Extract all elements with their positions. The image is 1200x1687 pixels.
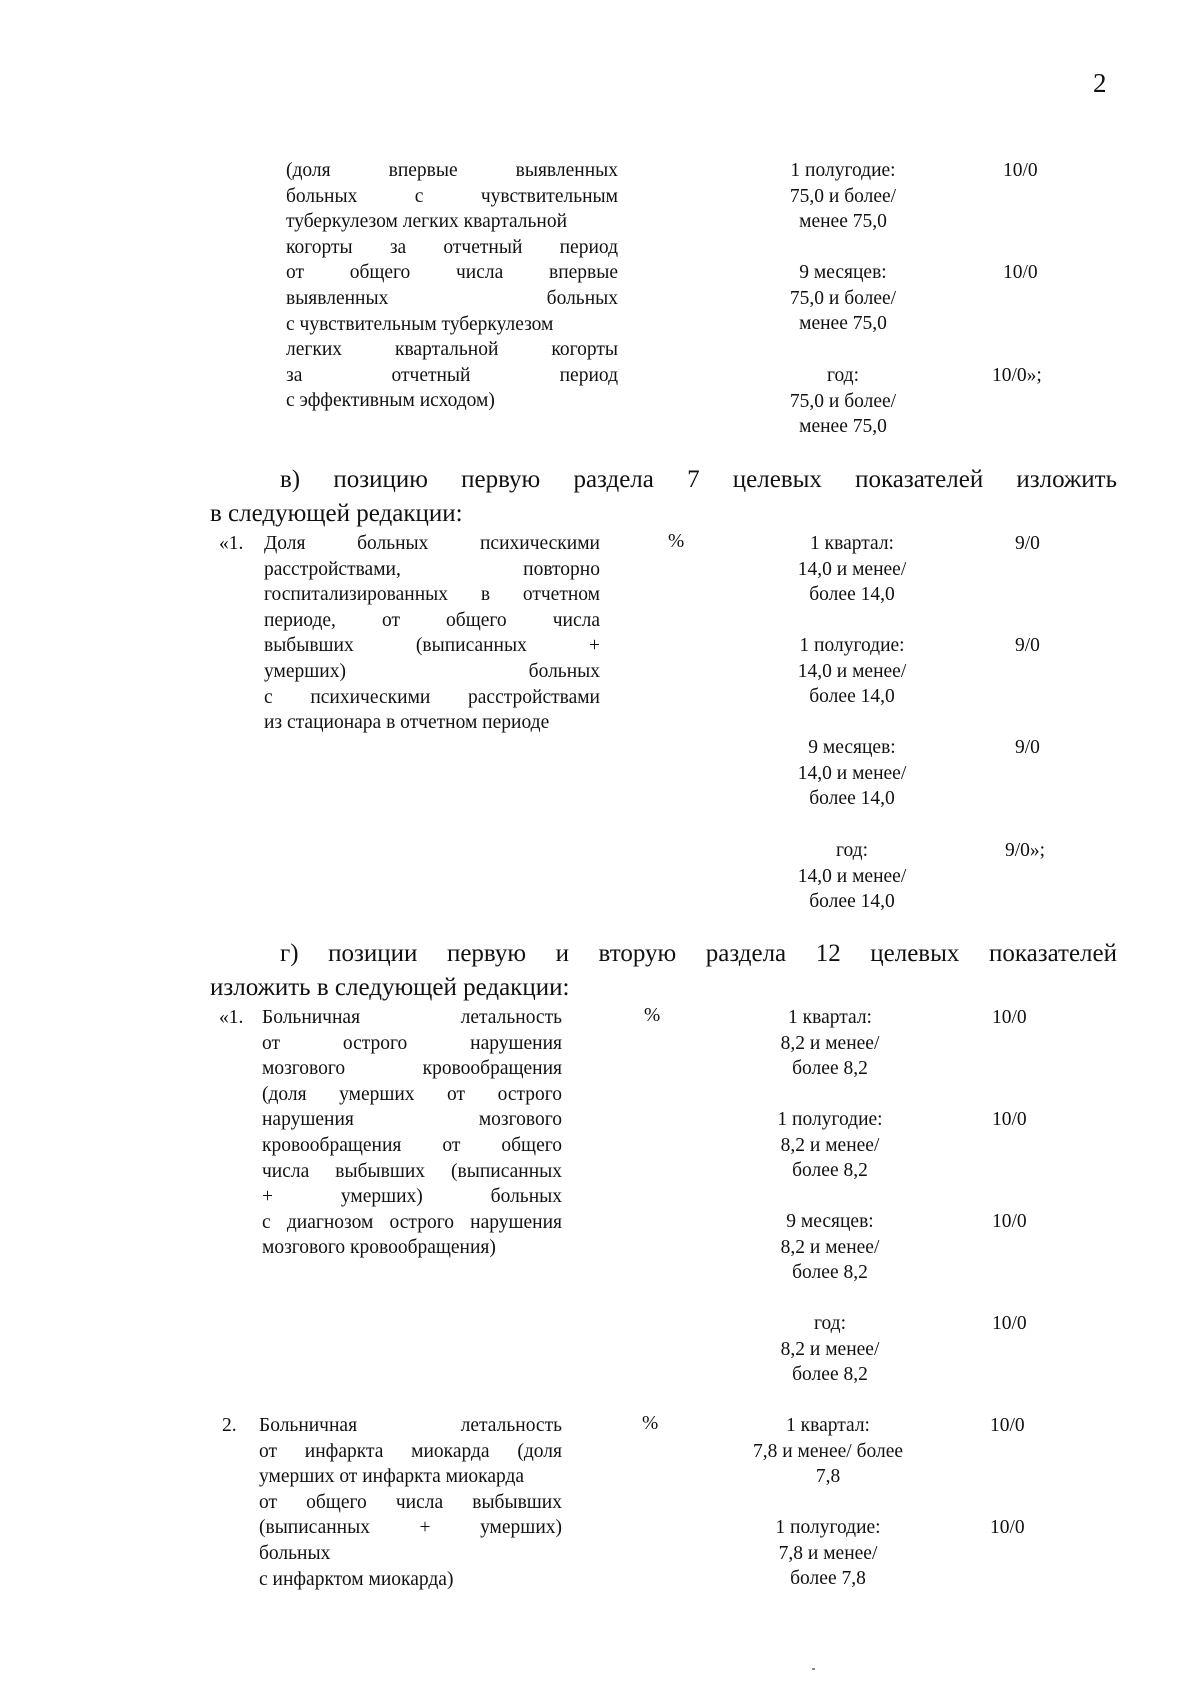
score: 10/0: [992, 1211, 1027, 1232]
description-line: (выписанных + умерших): [259, 1517, 562, 1539]
description-line: от инфаркта миокарда (доля: [259, 1440, 562, 1462]
heading-line: изложить в следующей редакции:: [210, 974, 570, 1001]
description-line: умерших от инфаркта миокарда: [259, 1466, 525, 1488]
description-line: госпитализированных в отчетном: [264, 584, 600, 606]
target-value: [737, 735, 967, 812]
period-label: 1 квартал:: [786, 1415, 870, 1436]
period-label: 9 месяцев:: [786, 1211, 874, 1232]
threshold-line: 75,0 и более/: [789, 185, 897, 207]
score: 10/0: [1003, 262, 1038, 283]
description-line: от общего числа впервые: [286, 262, 618, 284]
description-line: легких квартальной когорты: [286, 339, 618, 361]
period-label: год:: [835, 840, 869, 861]
period-label: 1 полугодие:: [799, 635, 905, 656]
target-value: [713, 1413, 943, 1490]
threshold-line: 7,8 и менее/ более: [752, 1440, 904, 1462]
unit: %: [642, 1413, 659, 1434]
target-value: [737, 531, 967, 608]
target-value: [715, 1209, 945, 1286]
threshold-line: более 8,2: [792, 1364, 868, 1386]
description-line: расстройствами, повторно: [264, 558, 600, 580]
description-line: Больничная летальность: [262, 1007, 562, 1028]
period-label: год:: [826, 365, 860, 386]
description-line: с инфарктом миокарда): [259, 1568, 454, 1590]
threshold-line: более 14,0: [809, 686, 895, 708]
score: 9/0: [1015, 533, 1040, 554]
description-line: периоде, от общего числа: [264, 609, 600, 631]
threshold-line: 75,0 и более/: [789, 287, 897, 309]
description-line: + умерших) больных: [262, 1186, 562, 1208]
score: 10/0: [992, 1109, 1027, 1130]
description-line: с диагнозом острого нарушения: [262, 1211, 562, 1233]
period-label: 9 месяцев:: [808, 737, 896, 758]
item-number: «1.: [219, 1007, 244, 1028]
threshold-line: более 7,8: [790, 1568, 866, 1590]
period-label: 1 полугодие:: [775, 1517, 881, 1538]
threshold-line: 14,0 и менее/: [797, 762, 907, 784]
period-label: 1 квартал:: [788, 1007, 872, 1028]
target-value: [728, 363, 958, 440]
unit: %: [668, 531, 685, 552]
score: 10/0: [992, 1313, 1027, 1334]
threshold-line: 8,2 и менее/: [780, 1032, 880, 1054]
threshold-line: 8,2 и менее/: [780, 1338, 880, 1360]
description-line: с чувствительным туберкулезом: [286, 313, 554, 335]
period-label: 1 квартал:: [810, 533, 894, 554]
description-line: с эффективным исходом): [286, 390, 495, 412]
description-line: когорты за отчетный период: [286, 236, 618, 258]
threshold-line: более 14,0: [809, 788, 895, 810]
description-line: мозгового кровообращения: [262, 1058, 562, 1080]
target-value: [713, 1515, 943, 1592]
section-heading: [210, 463, 1117, 531]
threshold-line: менее 75,0: [799, 211, 887, 233]
description-line: числа выбывших (выписанных: [262, 1160, 562, 1182]
description-line: (доля умерших от острого: [262, 1083, 562, 1105]
score: 10/0: [990, 1517, 1025, 1538]
item-number: «1.: [219, 533, 244, 554]
indicator-description: [286, 158, 618, 414]
description-line: выявленных больных: [286, 287, 618, 309]
description-line: с психическими расстройствами: [264, 686, 600, 708]
threshold-line: 8,2 и менее/: [780, 1134, 880, 1156]
description-line: за отчетный период: [286, 364, 618, 386]
description-line: из стационара в отчетном периоде: [264, 712, 550, 734]
heading-line: в следующей редакции:: [210, 500, 463, 527]
target-value: [715, 1107, 945, 1184]
threshold-line: 8,2 и менее/: [780, 1236, 880, 1258]
target-value: [728, 158, 958, 235]
threshold-line: более 8,2: [792, 1262, 868, 1284]
target-value: [737, 633, 967, 710]
description-line: от острого нарушения: [262, 1032, 562, 1054]
threshold-line: более 8,2: [792, 1058, 868, 1080]
item-number: 2.: [222, 1415, 237, 1436]
period-label: 1 полугодие:: [777, 1109, 883, 1130]
section-heading: [210, 937, 1117, 1005]
threshold-line: 7,8 и менее/: [778, 1542, 878, 1564]
score: 10/0: [1003, 160, 1038, 181]
threshold-line: менее 75,0: [799, 416, 887, 438]
target-value: [715, 1005, 945, 1082]
description-line: от общего числа выбывших: [259, 1491, 562, 1513]
page-number: 2: [1093, 68, 1107, 98]
description-line: выбывших (выписанных +: [264, 635, 600, 657]
score: 9/0»;: [1005, 840, 1046, 861]
score: 10/0: [990, 1415, 1025, 1436]
score: 10/0»;: [992, 365, 1042, 386]
target-value: [737, 838, 967, 915]
description-line: кровообращения от общего: [262, 1134, 562, 1156]
heading-line: г) позиции первую и вторую раздела 12 целевых показателей: [280, 940, 1117, 967]
description-line: умерших) больных: [264, 660, 600, 682]
description-line: (доля впервые выявленных: [286, 160, 618, 181]
indicator-description: [262, 1005, 562, 1261]
threshold-line: более 14,0: [809, 584, 895, 606]
scan-speck: [812, 1668, 815, 1670]
threshold-line: 14,0 и менее/: [797, 558, 907, 580]
score: 9/0: [1015, 737, 1040, 758]
unit: %: [644, 1005, 661, 1026]
indicator-description: [264, 531, 600, 736]
threshold-line: 7,8: [815, 1466, 841, 1488]
threshold-line: 75,0 и более/: [789, 390, 897, 412]
period-label: 1 полугодие:: [790, 160, 896, 181]
threshold-line: более 14,0: [809, 891, 895, 913]
target-value: [728, 260, 958, 337]
description-line: мозгового кровообращения): [262, 1237, 496, 1259]
score: 10/0: [992, 1007, 1027, 1028]
period-label: 9 месяцев:: [799, 262, 887, 283]
threshold-line: 14,0 и менее/: [797, 865, 907, 887]
period-label: год:: [813, 1313, 847, 1334]
threshold-line: 14,0 и менее/: [797, 660, 907, 682]
description-line: больных: [259, 1542, 331, 1564]
score: 9/0: [1015, 635, 1040, 656]
heading-line: в) позицию первую раздела 7 целевых показателей изложить: [280, 466, 1117, 493]
description-line: нарушения мозгового: [262, 1109, 562, 1131]
description-line: больных с чувствительным: [286, 185, 618, 207]
target-value: [715, 1311, 945, 1388]
description-line: Больничная летальность: [259, 1415, 562, 1436]
threshold-line: более 8,2: [792, 1160, 868, 1182]
description-line: Доля больных психическими: [264, 533, 600, 554]
threshold-line: менее 75,0: [799, 313, 887, 335]
indicator-description: [259, 1413, 562, 1592]
description-line: туберкулезом легких квартальной: [286, 211, 568, 233]
